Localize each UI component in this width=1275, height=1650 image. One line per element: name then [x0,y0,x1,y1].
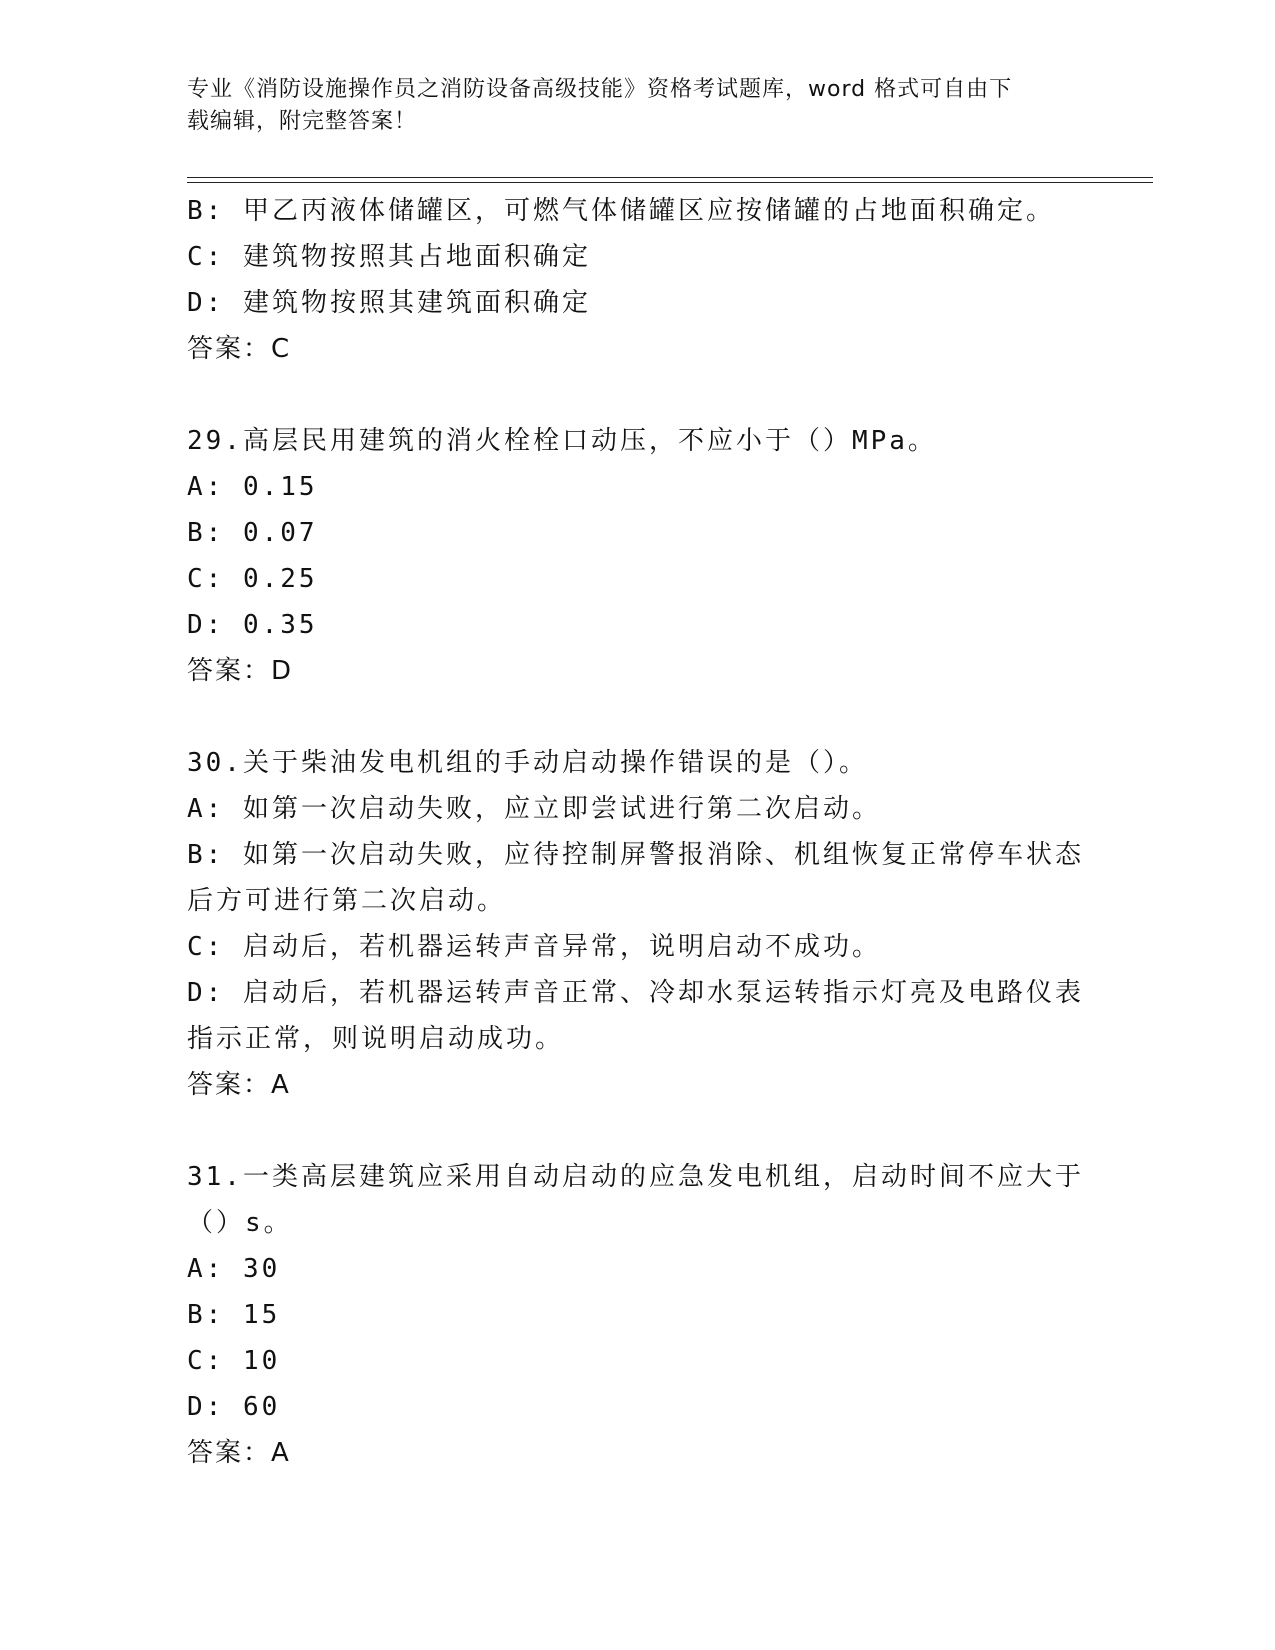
question-text: 29.高层民用建筑的消火栓栓口动压，不应小于（）MPa。 [187,426,937,456]
header-line-1: 专业《消防设施操作员之消防设备高级技能》资格考试题库，word 格式可自由下 [187,77,1013,102]
option-c: C: 10 [187,1346,281,1376]
option-b: B: 0.07 [187,518,318,548]
spacer [187,372,1087,418]
option-b: B: 甲乙丙液体储罐区，可燃气体储罐区应按储罐的占地面积确定。 [187,196,1055,226]
question-31 [187,1154,1087,1476]
option-a: A: 如第一次启动失败，应立即尝试进行第二次启动。 [187,794,881,824]
option-b: B: 15 [187,1300,281,1330]
option-a: A: 0.15 [187,472,318,502]
question-text: 31.一类高层建筑应采用自动启动的应急发电机组，启动时间不应大于（）s。 [187,1162,1084,1238]
option-d: D: 0.35 [187,610,318,640]
document-header [187,74,1087,138]
question-28-tail [187,188,1087,372]
option-c: C: 建筑物按照其占地面积确定 [187,242,591,272]
option-d: D: 建筑物按照其建筑面积确定 [187,288,591,318]
header-divider-top [187,177,1153,178]
option-c: C: 启动后，若机器运转声音异常，说明启动不成功。 [187,932,881,962]
answer-line: 答案：A [187,1070,291,1100]
option-a: A: 30 [187,1254,281,1284]
question-text: 30.关于柴油发电机组的手动启动操作错误的是（）。 [187,748,868,778]
option-d: D: 60 [187,1392,281,1422]
spacer [187,1108,1087,1154]
option-b: B: 如第一次启动失败，应待控制屏警报消除、机组恢复正常停车状态后方可进行第二次启动。 [187,840,1084,916]
header-line-2: 载编辑，附完整答案！ [187,109,418,134]
option-c: C: 0.25 [187,564,318,594]
question-29 [187,418,1087,694]
answer-line: 答案：D [187,656,294,686]
spacer [187,694,1087,740]
answer-line: 答案：A [187,1438,291,1468]
answer-line: 答案：C [187,334,292,364]
question-list [187,188,1087,1476]
question-30 [187,740,1087,1108]
option-d: D: 启动后，若机器运转声音正常、冷却水泵运转指示灯亮及电路仪表指示正常，则说明启动成功。 [187,978,1084,1054]
header-divider-bottom [187,182,1153,183]
